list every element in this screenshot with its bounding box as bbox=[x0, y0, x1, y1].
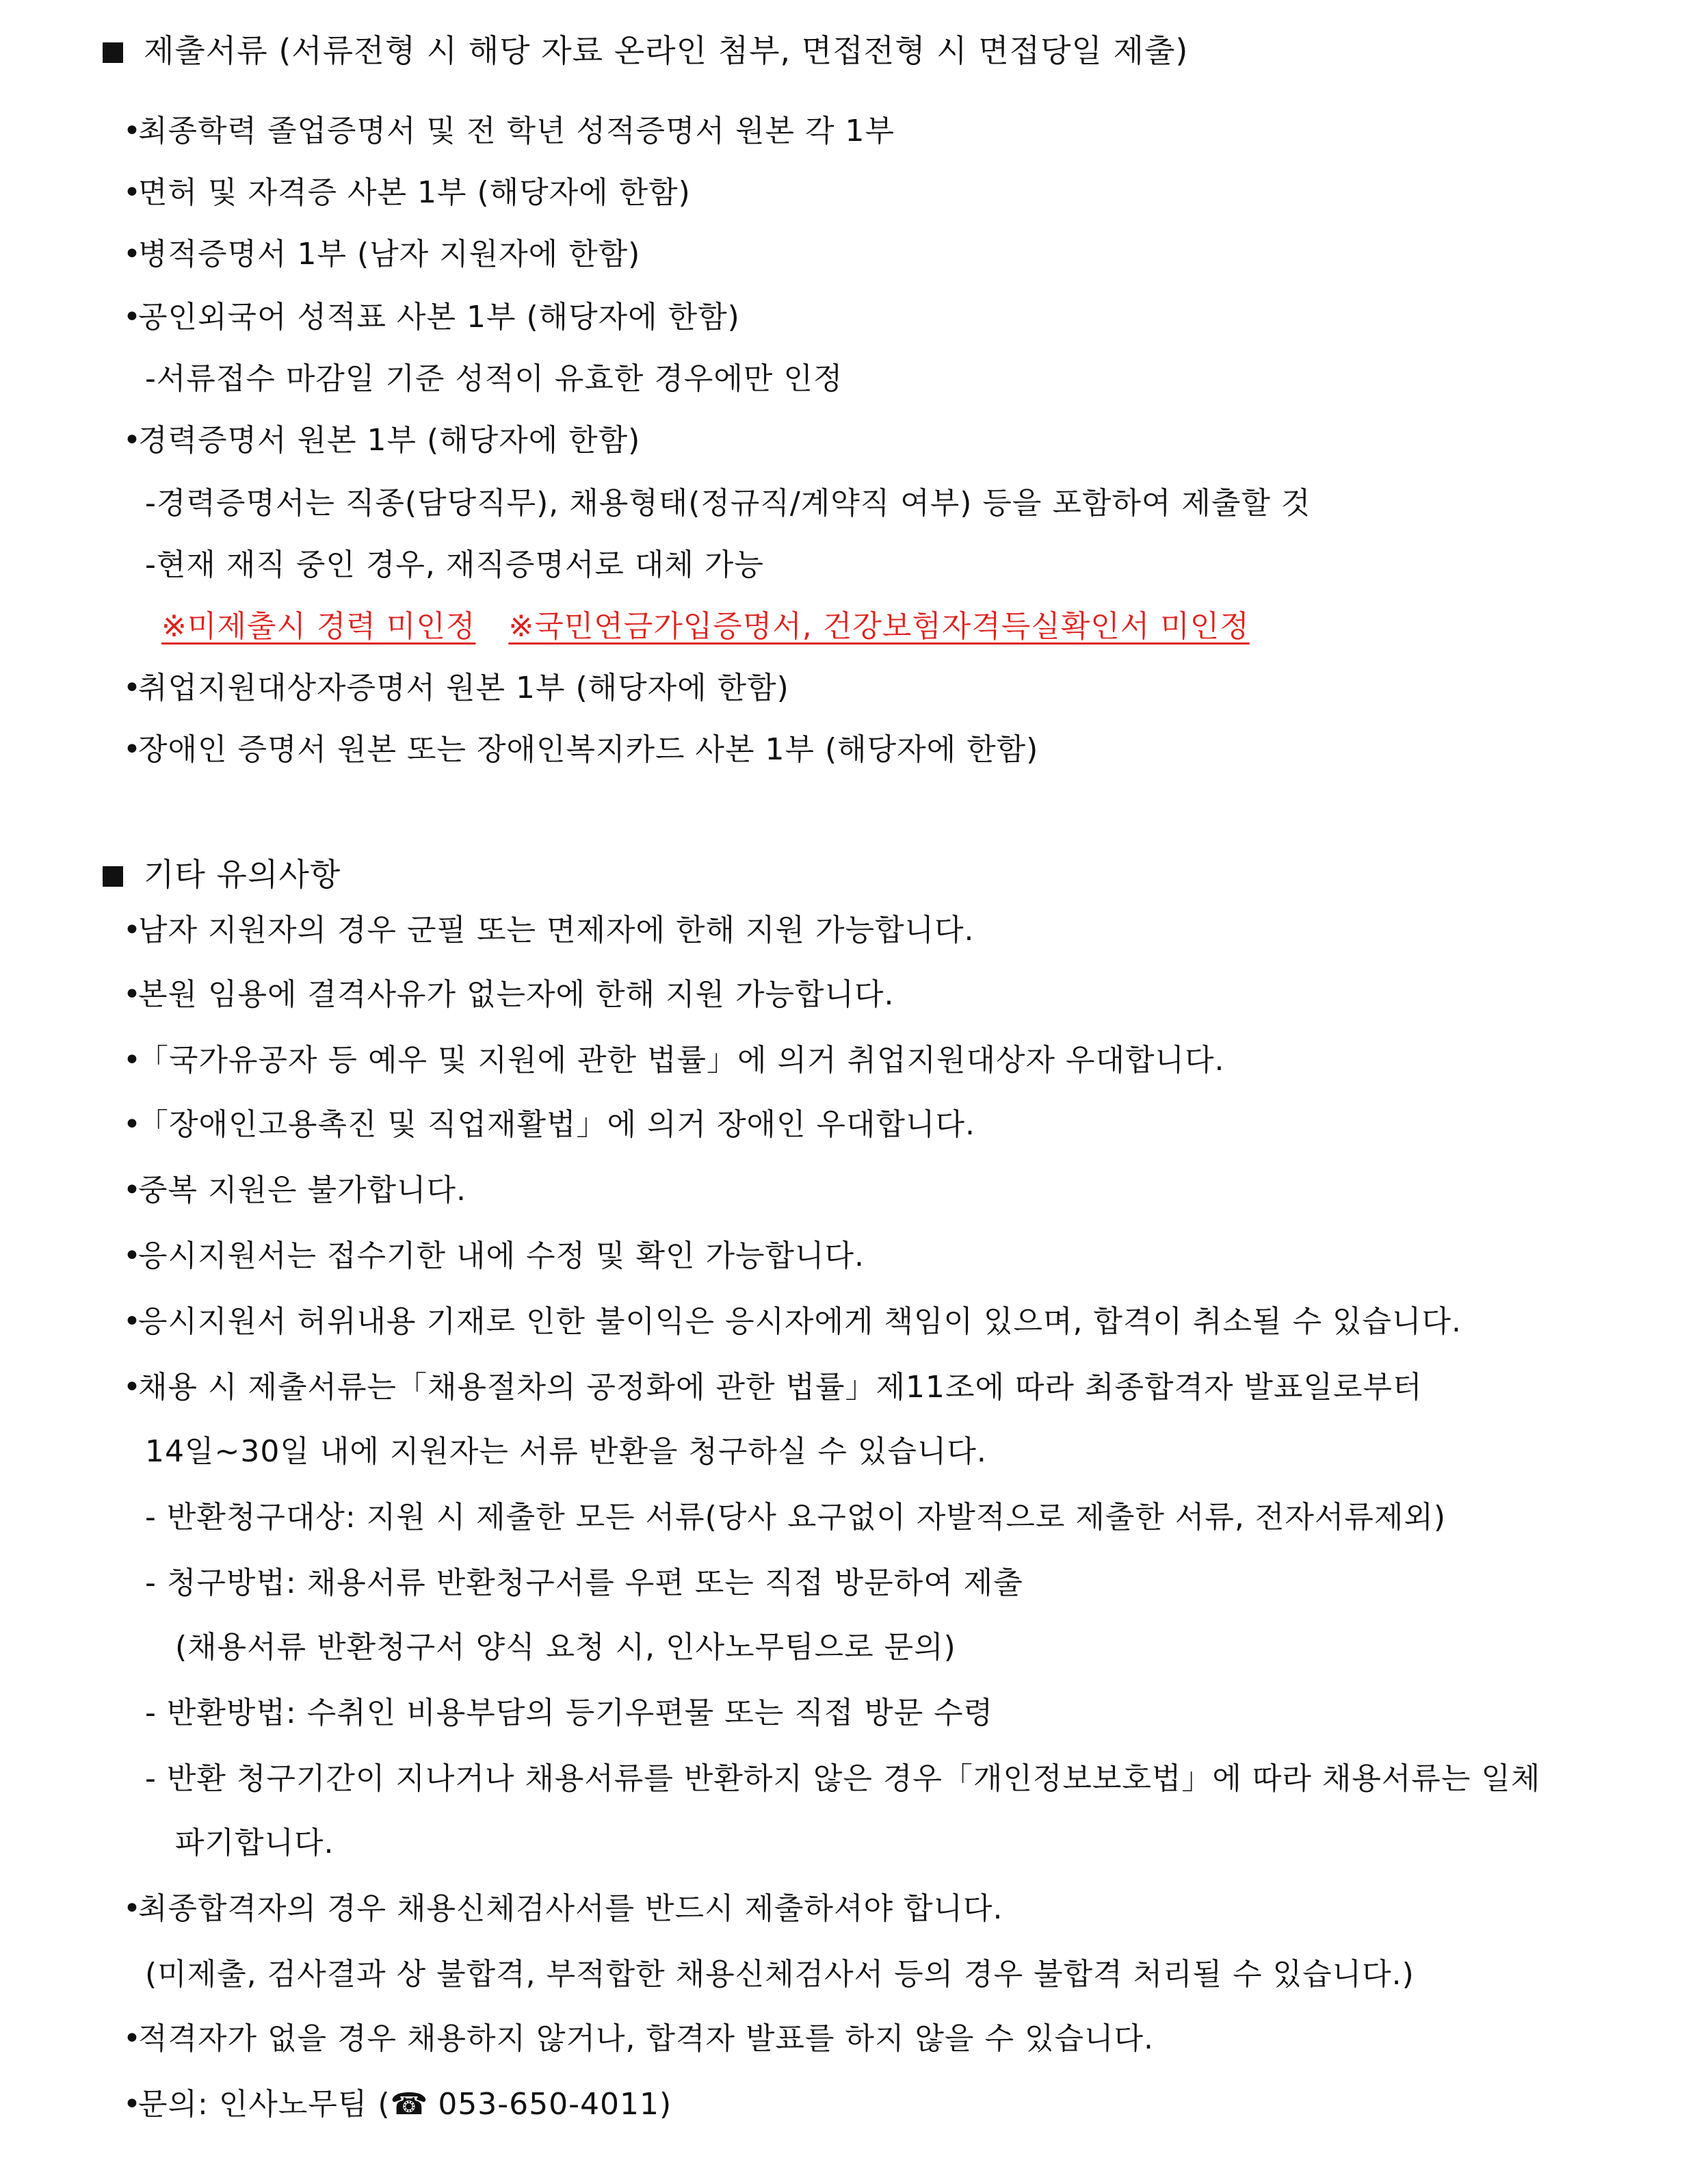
list-subitem: -서류접수 마감일 기준 성적이 유효한 경우에만 인정 bbox=[145, 361, 843, 396]
list-item: •장애인 증명서 원본 또는 장애인복지카드 사본 1부 (해당자에 한함) bbox=[123, 731, 1038, 769]
list-item: •응시지원서 허위내용 기재로 인한 불이익은 응시자에게 책임이 있으며, 합격이 취소될 수 있습니다. bbox=[123, 1303, 1462, 1341]
warning-line bbox=[161, 608, 1250, 646]
bullet-icon: • bbox=[123, 1238, 142, 1273]
list-item: •본원 임용에 결격사유가 없는자에 한해 지원 가능합니다. bbox=[123, 976, 895, 1014]
bullet-icon: • bbox=[123, 423, 142, 458]
list-item: •채용 시 제출서류는「채용절차의 공정화에 관한 법률」제11조에 따라 최종합격자 발표일로부터 bbox=[123, 1368, 1423, 1407]
list-subitem: -경력증명서는 직종(담당직무), 채용형태(정규직/계약직 여부) 등을 포함하여 제출할 것 bbox=[145, 486, 1311, 521]
section-heading-documents: 제출서류 (서류전형 시 해당 자료 온라인 첨부, 면접전형 시 면접당일 제출) bbox=[103, 31, 1188, 70]
list-continuation: (채용서류 반환청구서 양식 요청 시, 인사노무팀으로 문의) bbox=[175, 1630, 956, 1665]
list-item: •남자 지원자의 경우 군필 또는 면제자에 한해 지원 가능합니다. bbox=[123, 911, 974, 950]
list-item: •적격자가 없을 경우 채용하지 않거나, 합격자 발표를 하지 않을 수 있습니다. bbox=[123, 2020, 1154, 2058]
list-item: •중복 지원은 불가합니다. bbox=[123, 1171, 467, 1210]
bullet-icon: • bbox=[123, 2021, 142, 2056]
section-heading-notes: 기타 유의사항 bbox=[103, 855, 341, 894]
bullet-icon: • bbox=[123, 1370, 142, 1405]
square-bullet-icon bbox=[103, 42, 123, 63]
square-bullet-icon bbox=[103, 866, 123, 887]
list-item: •최종합격자의 경우 채용신체검사서를 반드시 제출하셔야 합니다. bbox=[123, 1890, 1003, 1928]
bullet-icon: • bbox=[123, 1173, 142, 1208]
list-item: •응시지원서는 접수기한 내에 수정 및 확인 가능합니다. bbox=[123, 1237, 865, 1275]
warning-no-submission: ※미제출시 경력 미인정 bbox=[161, 609, 476, 644]
list-subitem: - 반환방법: 수취인 비용부담의 등기우편물 또는 직접 방문 수령 bbox=[145, 1695, 994, 1730]
list-continuation: 14일~30일 내에 지원자는 서류 반환을 청구하실 수 있습니다. bbox=[145, 1434, 987, 1469]
list-subitem: - 반환 청구기간이 지나거나 채용서류를 반환하지 않은 경우「개인정보보호법」에 따라 채용서류는 일체 bbox=[145, 1761, 1541, 1796]
bullet-icon: • bbox=[123, 300, 142, 335]
bullet-icon: • bbox=[123, 1304, 142, 1339]
list-subitem: - 반환청구대상: 지원 시 제출한 모든 서류(당사 요구없이 자발적으로 제출한 서류, 전자서류제외) bbox=[145, 1500, 1447, 1535]
list-item: •면허 및 자격증 사본 1부 (해당자에 한함) bbox=[123, 174, 691, 212]
list-item: •「장애인고용촉진 및 직업재활법」에 의거 장애인 우대합니다. bbox=[123, 1106, 975, 1144]
bullet-icon: • bbox=[123, 913, 142, 948]
bullet-icon: • bbox=[123, 237, 142, 272]
warning-pension-certificate: ※국민연금가입증명서, 건강보험자격득실확인서 미인정 bbox=[508, 609, 1250, 644]
list-continuation: (미제출, 검사결과 상 불합격, 부적합한 채용신체검사서 등의 경우 불합격 처리될 수 있습니다.) bbox=[145, 1957, 1415, 1992]
phone-icon: ☎ bbox=[390, 2087, 429, 2122]
bullet-icon: • bbox=[123, 114, 142, 148]
list-subitem: -현재 재직 중인 경우, 재직증명서로 대체 가능 bbox=[145, 547, 764, 582]
bullet-icon: • bbox=[123, 2087, 142, 2122]
bullet-icon: • bbox=[123, 977, 142, 1012]
list-subitem: - 청구방법: 채용서류 반환청구서를 우편 또는 직접 방문하여 제출 bbox=[145, 1565, 1023, 1600]
list-item: •경력증명서 원본 1부 (해당자에 한함) bbox=[123, 421, 640, 460]
bullet-icon: • bbox=[123, 1043, 142, 1078]
contact-phone-number: 053-650-4011) bbox=[438, 2087, 672, 2122]
bullet-icon: • bbox=[123, 732, 142, 767]
list-item: •병적증명서 1부 (남자 지원자에 한함) bbox=[123, 235, 640, 274]
bullet-icon: • bbox=[123, 1107, 142, 1142]
list-item: •공인외국어 성적표 사본 1부 (해당자에 한함) bbox=[123, 298, 740, 337]
list-continuation: 파기합니다. bbox=[175, 1825, 334, 1860]
list-item: •취업지원대상자증명서 원본 1부 (해당자에 한함) bbox=[123, 669, 789, 707]
contact-line: •문의: 인사노무팀 (☎ 053-650-4011) bbox=[123, 2085, 672, 2124]
list-item: •최종학력 졸업증명서 및 전 학년 성적증명서 원본 각 1부 bbox=[123, 112, 895, 151]
list-item: •「국가유공자 등 예우 및 지원에 관한 법률」에 의거 취업지원대상자 우대합니다. bbox=[123, 1041, 1224, 1080]
bullet-icon: • bbox=[123, 1891, 142, 1926]
bullet-icon: • bbox=[123, 175, 142, 210]
bullet-icon: • bbox=[123, 671, 142, 705]
